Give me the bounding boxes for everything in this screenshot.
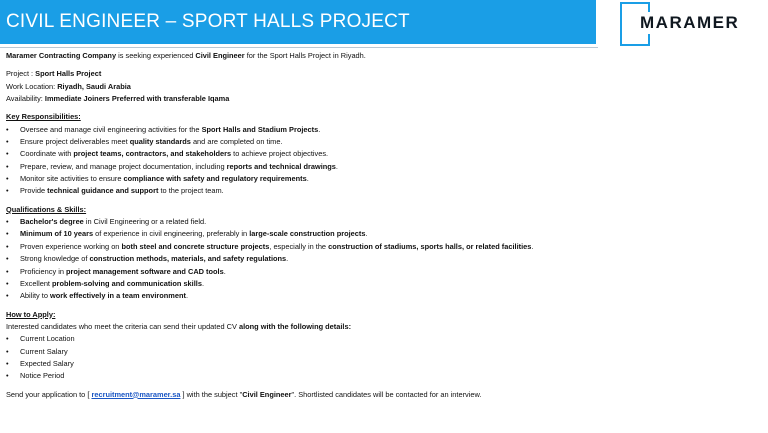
- list-item: • Proficiency in project management software and CAD tools.: [6, 266, 226, 276]
- job-description: [6, 50, 598, 401]
- intro-text-1: is seeking experienced: [116, 51, 196, 60]
- intro-line: [6, 50, 598, 62]
- list-item: • Coordinate with project teams, contractors, and stakeholders to achieve project objectives.: [6, 149, 329, 159]
- apply-heading: How to Apply:: [6, 309, 56, 319]
- availability-line: [6, 93, 598, 105]
- list-item: • Monitor site activities to ensure compliance with safety and regulatory requirements.: [6, 174, 309, 184]
- list-item: • Notice Period: [6, 371, 65, 381]
- project-label: Project :: [6, 69, 36, 79]
- company-logo: [598, 0, 768, 48]
- list-item: • Ability to work effectively in a team environment.: [6, 291, 189, 301]
- list-item: • Current Salary: [6, 346, 68, 356]
- list-item: • Current Location: [6, 334, 75, 344]
- list-item: • Bachelor's degree in Civil Engineering or a related field.: [6, 217, 207, 227]
- list-item: • Strong knowledge of construction methods, materials, and safety regulations.: [6, 254, 289, 264]
- list-item: • Ensure project deliverables meet quality standards and are completed on time.: [6, 137, 283, 147]
- send-application-line: Send your application to [ recruitment@maramer.sa ] with the subject "Civil Engineer". Shortlisted candidates will be contacted for an interview.: [6, 389, 482, 399]
- project-value: Sport Halls Project: [35, 69, 102, 79]
- page-title: CIVIL ENGINEER – SPORT HALLS PROJECT: [0, 0, 596, 44]
- list-item: • Prepare, review, and manage project documentation, including reports and technical drawings.: [6, 161, 338, 171]
- availability-value: Immediate Joiners Preferred with transferable Iqama: [44, 94, 230, 104]
- list-item: • Excellent problem-solving and communication skills.: [6, 278, 205, 288]
- list-item: • Proven experience working on both steel and concrete structure projects, especially in the construction of stadiums, sports halls, or related facilities.: [6, 241, 534, 251]
- company-name: Maramer Contracting Company: [6, 51, 117, 60]
- intro-text-2: for the Sport Halls Project in Riyadh.: [244, 51, 366, 60]
- qualifications-heading: Qualifications & Skills:: [6, 204, 87, 214]
- location-label: Work Location:: [6, 81, 58, 91]
- subject-text: Civil Engineer: [242, 389, 292, 399]
- list-item: • Minimum of 10 years of experience in civil engineering, preferably in large-scale construction projects.: [6, 229, 368, 239]
- intro-role: Civil Engineer: [195, 51, 245, 60]
- location-line: [6, 81, 598, 93]
- responsibilities-heading: Key Responsibilities:: [6, 112, 81, 122]
- list-item: • Oversee and manage civil engineering activities for the Sport Halls and Stadium Projects.: [6, 124, 321, 134]
- list-item: • Expected Salary: [6, 358, 74, 368]
- email-link[interactable]: recruitment@maramer.sa: [91, 389, 181, 399]
- apply-intro: Interested candidates who meet the criteria can send their updated CV along with the following details:: [6, 321, 352, 331]
- availability-label: Availability:: [6, 94, 45, 104]
- logo-text: MARAMER: [640, 13, 740, 32]
- header-divider: [0, 47, 598, 48]
- location-value: Riyadh, Saudi Arabia: [57, 81, 131, 91]
- list-item: • Provide technical guidance and support to the project team.: [6, 186, 224, 196]
- project-line: [6, 68, 598, 80]
